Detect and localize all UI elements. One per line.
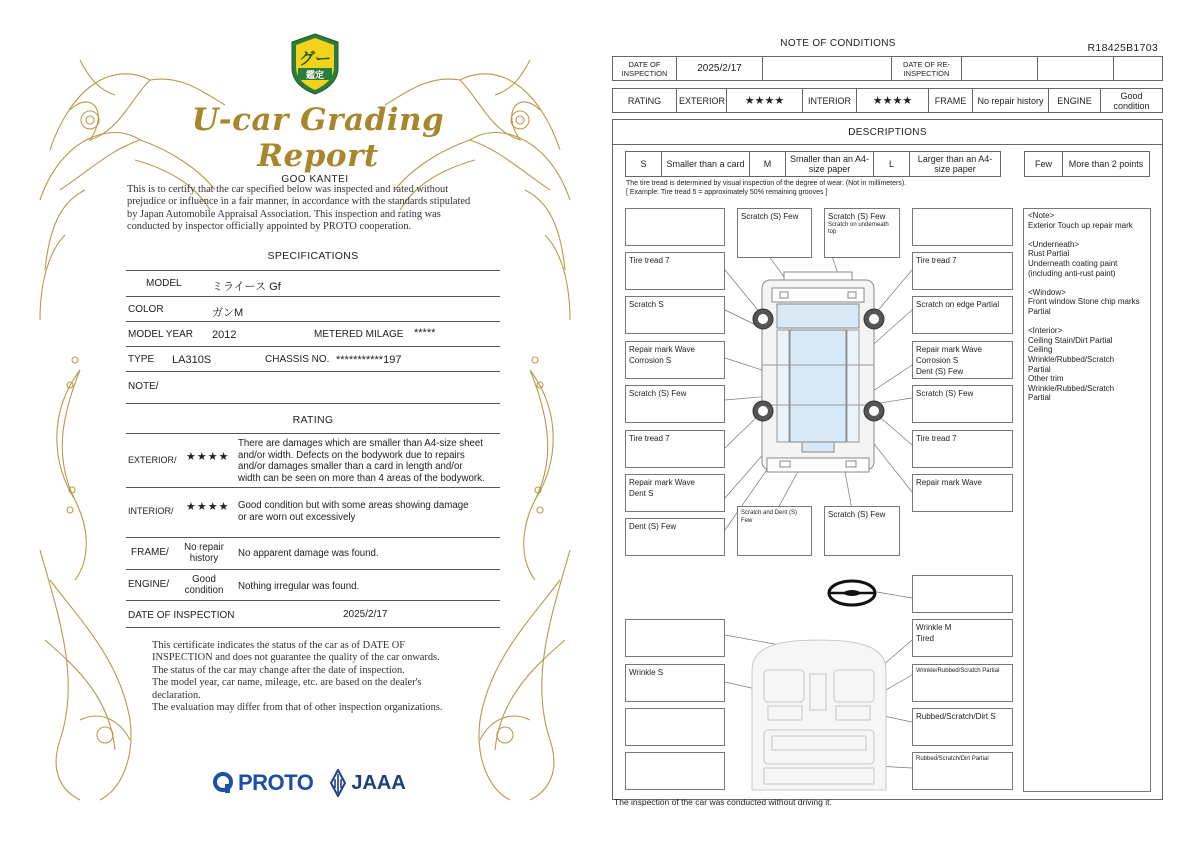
note-line: Wrinkle/Rubbed/Scratch — [1028, 383, 1115, 393]
note-group-general — [1028, 211, 1146, 230]
interior-box-right-1 — [912, 619, 1013, 657]
legend-s-key: S — [626, 152, 662, 177]
frame-value: No repair history — [973, 89, 1049, 113]
interior-box-left-4 — [625, 752, 725, 790]
box-line: Tired — [916, 634, 934, 643]
disclaimer-line: The status of the car may change after the date of inspection. — [152, 664, 405, 676]
certify-line: conducted by inspector officially appointed by PROTO cooperation. — [127, 221, 412, 233]
car-top-view — [762, 272, 874, 472]
tire-tread-note — [626, 179, 906, 197]
badge-top-text: グー — [298, 51, 332, 68]
divider — [126, 627, 500, 628]
note-group-underneath — [1028, 240, 1146, 278]
jaaa-logo-text: JAAA — [351, 771, 406, 794]
damage-box-left-4: Scratch (S) Few — [625, 385, 725, 423]
frame-description: No apparent damage was found. — [238, 548, 379, 559]
disclaimer-line: The evaluation may differ from that of other inspection organizations. — [152, 702, 443, 714]
note-heading: <Underneath> — [1028, 239, 1080, 249]
tire-note-line: The tire tread is determined by visual inspection of the degree of wear. (Not in millimeters). — [626, 180, 907, 187]
damage-box-steering — [912, 575, 1013, 613]
rating-table — [612, 88, 1163, 113]
note-line: Rust Partial — [1028, 249, 1070, 259]
date-of-reinspection-label: DATE OF RE-INSPECTION — [892, 57, 962, 81]
description-line: There are damages which are smaller than A4-size sheet — [238, 438, 484, 449]
inspection-footer-note: The inspection of the car was conducted without driving it. — [614, 797, 832, 807]
report-id: R18425B1703 — [1087, 42, 1158, 54]
engine-value-line: Good — [192, 574, 216, 585]
frame-label: FRAME/ — [131, 547, 169, 558]
damage-box-left-2: Scratch S — [625, 296, 725, 334]
box-line: Corrosion S — [629, 356, 672, 365]
certification-statement — [127, 184, 517, 234]
interior-box-left-3 — [625, 708, 725, 746]
metered-milage-label: METERED MILAGE — [314, 329, 404, 340]
empty-cell — [962, 57, 1038, 81]
divider — [126, 371, 500, 372]
damage-box-right-6: Repair mark Wave — [912, 474, 1013, 512]
car-interior-view — [752, 640, 886, 790]
damage-box-left-6 — [625, 474, 725, 512]
proto-mark-icon — [212, 771, 234, 795]
interior-stars: ★★★★ — [186, 501, 230, 513]
engine-value — [174, 574, 234, 596]
damage-box-left-7: Dent (S) Few — [625, 518, 725, 556]
model-year-label: MODEL YEAR — [128, 329, 194, 340]
legend-s-desc: Smaller than a card — [662, 152, 750, 177]
damage-box-roof-underneath — [824, 208, 900, 258]
damage-box-left-3 — [625, 341, 725, 379]
jaaa-logo — [329, 769, 405, 797]
certify-line: by Japan Automobile Appraisal Association. This inspection and rating was — [127, 208, 441, 220]
note-group-window — [1028, 288, 1146, 317]
specifications-heading: SPECIFICATIONS — [267, 250, 359, 262]
note-line: (including anti-rust paint) — [1028, 268, 1116, 278]
interior-stars: ★★★★ — [857, 89, 929, 113]
frame-value-line: No repair — [184, 542, 224, 553]
divider — [126, 569, 500, 570]
interior-box-left-1 — [625, 619, 725, 657]
note-line: Partial — [1028, 393, 1051, 403]
legend-few-desc: More than 2 points — [1063, 152, 1150, 177]
description-line: or are worn out excessively — [238, 511, 356, 523]
box-sublabel: Scratch on underneath top — [828, 222, 889, 235]
note-heading: <Interior> — [1028, 326, 1063, 336]
box-line: Dent S — [629, 489, 654, 498]
color-value: ガンM — [212, 307, 244, 319]
tire-note-line: [ Example: Tire tread 5 = approximately 50% remaining grooves ] — [626, 189, 828, 196]
noc-title: NOTE OF CONDITIONS — [780, 38, 896, 49]
description-line: Good condition but with some areas showing damage — [238, 500, 469, 511]
certificate-disclaimer — [152, 640, 492, 714]
note-line: Ceiling — [1028, 345, 1053, 355]
damage-box-right-2: Scratch on edge Partial — [912, 296, 1013, 334]
damage-box-rear-bumper: Scratch and Dent (S) Few — [737, 506, 812, 556]
legend-few-key: Few — [1025, 152, 1063, 177]
chassis-value: ***********197 — [336, 354, 402, 366]
divider — [126, 537, 500, 538]
metered-milage-value: ***** — [414, 327, 436, 339]
interior-label: INTERIOR/ — [128, 506, 174, 516]
note-line: Ceiling Stain/Dirt Partial — [1028, 335, 1113, 345]
exterior-stars: ★★★★ — [727, 89, 803, 113]
frame-value-line: history — [189, 553, 219, 564]
damage-box-rear-gate: Scratch (S) Few — [824, 506, 900, 556]
note-label: NOTE/ — [128, 381, 159, 392]
note-heading: <Window> — [1028, 287, 1066, 297]
disclaimer-line: INSPECTION and does not guarantee the quality of the car onwards. — [152, 652, 440, 664]
rating-label: RATING — [613, 89, 677, 113]
exterior-description — [238, 438, 485, 484]
note-line: Exterior Touch up repair mark — [1028, 220, 1133, 230]
size-legend-table — [625, 151, 1001, 177]
engine-value-line: condition — [184, 585, 224, 596]
interior-label: INTERIOR — [803, 89, 857, 113]
divider — [126, 433, 500, 434]
damage-box-front-right-top — [912, 208, 1013, 246]
divider — [126, 487, 500, 488]
legend-l-key: L — [874, 152, 910, 177]
empty-cell — [1038, 57, 1114, 81]
date-of-inspection-label: DATE OF INSPECTION — [613, 57, 677, 81]
divider — [126, 600, 500, 601]
certify-line: prejudice or influence in a fair manner, in accordance with the standards stipulated — [127, 196, 471, 208]
box-line: Wrinkle M — [916, 623, 952, 632]
description-line: width can be seen on more than 4 areas of the bodywork. — [238, 472, 485, 484]
damage-box-right-4: Scratch (S) Few — [912, 385, 1013, 423]
disclaimer-line: The model year, car name, mileage, etc. are based on the dealer's — [152, 677, 422, 689]
interior-box-right-4: Rubbed/Scratch/Dirt Partial — [912, 752, 1013, 790]
model-year-value: 2012 — [212, 329, 237, 341]
grading-certificate — [20, 20, 590, 830]
date-of-inspection-value: 2025/2/17 — [677, 57, 763, 81]
description-line: and/or damages smaller than a card in length and/or — [238, 461, 463, 473]
damage-box-left-1: Tire tread 7 — [625, 252, 725, 290]
type-value: LA310S — [172, 354, 212, 366]
rating-heading: RATING — [292, 414, 334, 426]
disclaimer-line: declaration. — [152, 689, 201, 701]
interior-box-right-2: Wrinkle/Rubbed/Scratch Partial — [912, 664, 1013, 702]
note-heading: <Note> — [1028, 211, 1055, 220]
note-line: Front window Stone chip marks — [1028, 297, 1140, 307]
legend-m-desc: Smaller than an A4-size paper — [786, 152, 874, 177]
note-line: Underneath coating paint — [1028, 258, 1118, 268]
interior-box-right-3: Rubbed/Scratch/Dirt S — [912, 708, 1013, 746]
date-of-inspection-label: DATE OF INSPECTION — [128, 610, 235, 621]
exterior-label: EXTERIOR — [677, 89, 727, 113]
descriptions-heading: DESCRIPTIONS — [613, 120, 1162, 145]
engine-label: ENGINE/ — [128, 579, 170, 590]
box-line: Dent (S) Few — [916, 367, 964, 376]
divider — [126, 403, 500, 404]
legend-m-key: M — [750, 152, 786, 177]
logo-bar — [212, 768, 406, 798]
note-line: Partial — [1028, 364, 1051, 374]
box-line: Repair mark Wave — [916, 345, 982, 354]
empty-cell — [1114, 57, 1163, 81]
proto-logo — [212, 770, 313, 796]
goo-kantei-badge-icon — [288, 32, 342, 96]
damage-box-right-1: Tire tread 7 — [912, 252, 1013, 290]
frame-value — [174, 542, 234, 564]
model-value: ミライース Gf — [212, 281, 281, 293]
proto-logo-text: PROTO — [238, 770, 314, 795]
chassis-label: CHASSIS NO. — [265, 354, 330, 365]
note-line: Other trim — [1028, 374, 1064, 384]
engine-description: Nothing irregular was found. — [238, 581, 360, 592]
box-line: Corrosion S — [916, 356, 959, 365]
color-label: COLOR — [128, 304, 164, 315]
note-line: Wrinkle/Rubbed/Scratch — [1028, 354, 1115, 364]
inspection-date-table — [612, 56, 1163, 81]
exterior-label: EXTERIOR/ — [128, 455, 177, 465]
box-label: Scratch (S) Few — [828, 212, 886, 221]
divider — [126, 270, 500, 271]
description-line: and/or width. Defects on the bodywork due to repairs — [238, 449, 465, 461]
damage-box-front-bumper: Scratch (S) Few — [737, 208, 812, 258]
engine-label: ENGINE — [1049, 89, 1101, 113]
divider — [126, 321, 500, 322]
date-of-inspection-value: 2025/2/17 — [343, 609, 388, 620]
certify-line: This is to certify that the car specified below was inspected and rated without — [127, 184, 449, 195]
model-label: MODEL — [146, 278, 182, 289]
engine-value: Good condition — [1101, 89, 1163, 113]
divider — [126, 296, 500, 297]
empty-cell — [763, 57, 892, 81]
box-line: Repair mark Wave — [629, 478, 695, 487]
box-line: Repair mark Wave — [629, 345, 695, 354]
badge-bottom-text: 鑑定 — [305, 70, 325, 80]
type-label: TYPE — [128, 354, 155, 365]
disclaimer-line: This certificate indicates the status of the car as of DATE OF — [152, 640, 406, 651]
exterior-stars: ★★★★ — [186, 451, 230, 463]
interior-description — [238, 500, 469, 523]
note-line: Partial — [1028, 306, 1051, 316]
damage-box-right-3 — [912, 341, 1013, 379]
divider — [126, 346, 500, 347]
jaaa-mark-icon — [329, 769, 347, 797]
certificate-subtitle: GOO KANTEI — [281, 174, 349, 185]
interior-box-left-2: Wrinkle S — [625, 664, 725, 702]
damage-box-front-left-top — [625, 208, 725, 246]
damage-box-left-5: Tire tread 7 — [625, 430, 725, 468]
frame-label: FRAME — [929, 89, 973, 113]
legend-l-desc: Larger than an A4-size paper — [910, 152, 1001, 177]
few-legend-table — [1024, 151, 1150, 177]
notes-panel — [1023, 208, 1151, 792]
certificate-title: U-car Grading Report — [191, 102, 445, 174]
note-group-interior — [1028, 326, 1146, 403]
damage-box-right-5: Tire tread 7 — [912, 430, 1013, 468]
steering-wheel-icon — [829, 581, 875, 605]
